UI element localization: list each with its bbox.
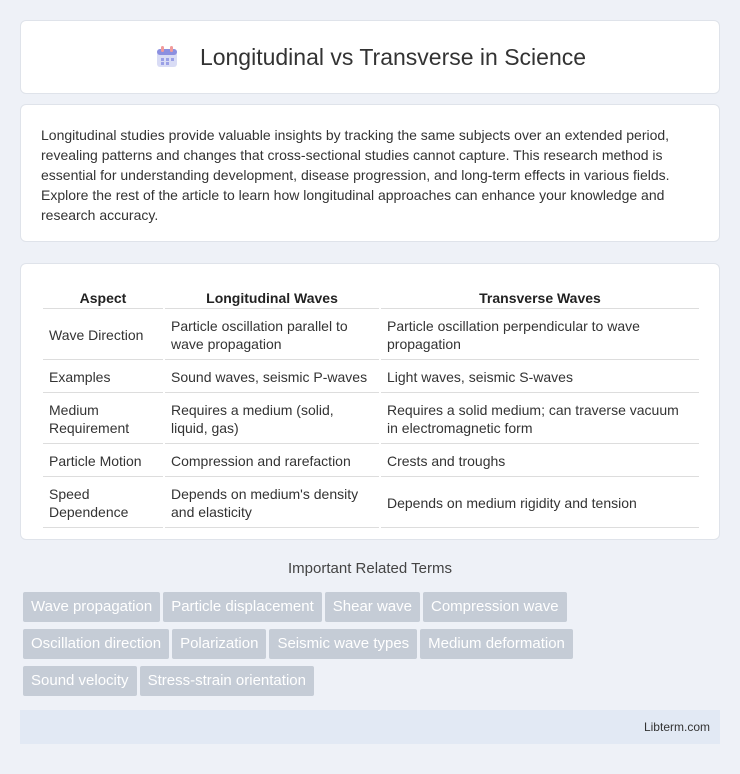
column-header: Transverse Waves xyxy=(381,286,699,309)
table-cell: Speed Dependence xyxy=(43,479,163,528)
table-row xyxy=(43,362,699,393)
related-term-tag[interactable]: Wave propagation xyxy=(23,592,160,622)
intro-text: Longitudinal studies provide valuable insights by tracking the same subjects over an extended period, revealing patterns and changes that cross-sectional studies cannot capture. This research method is essential for understanding development, disease progression, and long-term effects in various fields. Explore the rest of the article to learn how longitudinal approaches can enhance your knowledge and research accuracy. xyxy=(41,127,670,223)
title-card xyxy=(20,20,720,94)
calendar-icon xyxy=(154,44,180,70)
table-cell: Medium Requirement xyxy=(43,395,163,444)
related-term-tag[interactable]: Shear wave xyxy=(325,592,420,622)
table-row xyxy=(43,311,699,360)
column-header: Aspect xyxy=(43,286,163,309)
page-title: Longitudinal vs Transverse in Science xyxy=(199,43,587,70)
related-term-tag[interactable]: Polarization xyxy=(172,629,266,659)
related-terms-list xyxy=(23,592,723,703)
table-cell: Particle oscillation perpendicular to wave propagation xyxy=(381,311,699,360)
table-cell: Examples xyxy=(43,362,163,393)
footer-site-link[interactable]: Libterm.com xyxy=(643,720,710,734)
table-cell: Depends on medium's density and elasticity xyxy=(165,479,379,528)
table-cell: Particle Motion xyxy=(43,446,163,477)
table-row xyxy=(43,446,699,477)
table-cell: Sound waves, seismic P-waves xyxy=(165,362,379,393)
related-term-tag[interactable]: Oscillation direction xyxy=(23,629,169,659)
table-cell: Depends on medium rigidity and tension xyxy=(381,479,699,528)
footer xyxy=(20,710,720,744)
related-term-tag[interactable]: Sound velocity xyxy=(23,666,137,696)
table-cell: Light waves, seismic S-waves xyxy=(381,362,699,393)
table-cell: Crests and troughs xyxy=(381,446,699,477)
intro-card xyxy=(20,104,720,242)
table-cell: Requires a medium (solid, liquid, gas) xyxy=(165,395,379,444)
table-cell: Compression and rarefaction xyxy=(165,446,379,477)
column-header: Longitudinal Waves xyxy=(165,286,379,309)
table-cell: Particle oscillation parallel to wave propagation xyxy=(165,311,379,360)
related-term-tag[interactable]: Medium deformation xyxy=(420,629,573,659)
comparison-table-card xyxy=(20,263,720,540)
table-cell: Requires a solid medium; can traverse vacuum in electromagnetic form xyxy=(381,395,699,444)
related-term-tag[interactable]: Compression wave xyxy=(423,592,567,622)
table-header-row xyxy=(43,286,699,309)
related-terms-title: Important Related Terms xyxy=(288,560,452,577)
table-row xyxy=(43,395,699,444)
table-row xyxy=(43,479,699,528)
table-cell: Wave Direction xyxy=(43,311,163,360)
comparison-table xyxy=(41,284,701,530)
related-term-tag[interactable]: Seismic wave types xyxy=(269,629,417,659)
related-term-tag[interactable]: Stress-strain orientation xyxy=(140,666,314,696)
related-term-tag[interactable]: Particle displacement xyxy=(163,592,322,622)
